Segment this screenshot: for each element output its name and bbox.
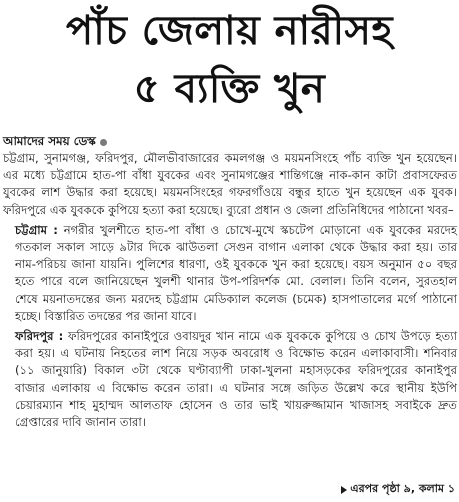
article-body — [3, 134, 457, 431]
arrow-right-icon — [341, 486, 347, 494]
headline-line-2: ৫ ব্যক্তি খুন — [133, 66, 326, 112]
section-faridpur — [3, 328, 457, 431]
section-text: নগরীর খুলশীতে হাত-পা বাঁধা ও চোখে-মুখে স্কচটেপ মোড়ানো এক যুবকের মরদেহ গতকাল সকাল সাড়ে ৯টার দিকে ঝাউতলা সেগুন বাগান এলাকা থেকে উদ্ধার করা হয়। তার নাম-পরিচয় জানা যায়নি। পুলিশের ধারণা, ওই যুবককে খুন করা হয়েছে। বয়স অনুমান ৫০ বছর হতে পারে বলে জানিয়েছেন খুলশী থানার উপ-পরিদর্শক মো. বেলাল। তিনি বলেন, সুরতহাল শেষে ময়নাতদন্তের জন্য মরদেহ চট্টগ্রাম মেডিক্যাল কলেজ (চমেক) হাসপাতালের মর্গে পাঠানো হচ্ছে। বিস্তারিত তদন্তের পর জানা যাবে। — [15, 222, 457, 323]
intro-paragraph: চট্টগ্রাম, সুনামগঞ্জ, ফরিদপুর, মৌলভীবাজারের কমলগঞ্জ ও ময়মনসিংহে পাঁচ ব্যক্তি খুন হয়েছেন। এর মধ্যে চট্টগ্রামে হাত-পা বাঁধা যুবকের এবং সুনামগঞ্জের শান্তিগঞ্জে নাক-কান কাটা প্রবাসফেরত যুবকের লাশ উদ্ধার করা হয়েছে। ময়মনসিংহের গফরগাঁওয়ে বন্ধুর হাতে খুন হয়েছেন এক যুবক। ফরিদপুরে এক যুবককে কুপিয়ে হত্যা করা হয়েছে। ব্যুরো প্রধান ও জেলা প্রতিনিধিদের পাঠানো খবর– — [3, 151, 457, 217]
continued-on-page — [339, 480, 455, 499]
headline-line-1: পাঁচ জেলায় নারীসহ — [65, 8, 394, 54]
byline — [3, 134, 457, 150]
section-lead: ফরিদপুর : — [15, 329, 64, 344]
section-text: ফরিদপুরের কানাইপুরে ওবায়দুর খান নামে এক যুবককে কুপিয়ে ও চোখ উপড়ে হত্যা করা হয়। এ ঘটনায় নিহতের লাশ নিয়ে সড়ক অবরোধ ও বিক্ষোভ করেন এলাকাবাসী। শনিবার (১১ জানুয়ারি) বিকাল ৩টা থেকে ঘণ্টাব্যাপী ঢাকা-খুলনা মহাসড়কের ফরিদপুরের কানাইপুর বাজার এলাকায় এ বিক্ষোভ করেন তারা। এ ঘটনার সঙ্গে জড়িত উল্লেখ করে স্থানীয় ইউপি চেয়ারম্যান শাহ মুহাম্মদ আলতাফ হোসেন ও তার ভাই খায়রুজ্জামান খাজাসহ সবাইকে দ্রুত গ্রেপ্তারের দাবি জানান তারা। — [15, 329, 457, 430]
section-lead: চট্টগ্রাম : — [15, 222, 58, 237]
continued-on-page-text: এরপর পৃষ্ঠা ৯, কলাম ১ — [350, 482, 455, 495]
byline-text: আমাদের সময় ডেস্ক — [3, 134, 96, 149]
section-chattogram — [3, 222, 457, 325]
bullet-icon — [100, 139, 107, 146]
